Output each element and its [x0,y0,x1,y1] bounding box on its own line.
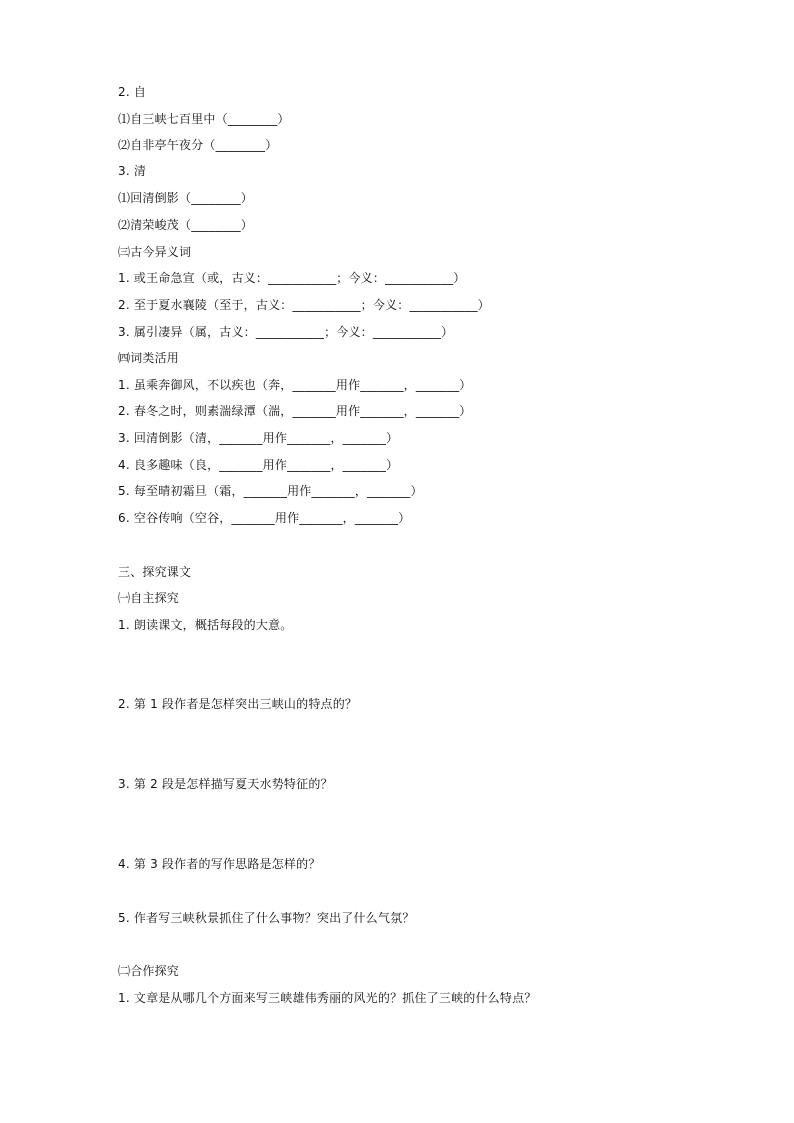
question-zizhu-3: 3. 第 2 段是怎样描写夏天水势特征的？ [118,777,333,791]
question-zizhu-1: 1. 朗读课文，概括每段的大意。 [118,618,293,632]
question-zi-1: ⑴自三峡七百里中（________） [118,112,290,126]
question-gujin-2: 2. 至于夏水襄陵（至于，古义：___________；今义：___________） [118,298,490,312]
question-zizhu-5: 5. 作者写三峡秋景抓住了什么事物？突出了什么气氛？ [118,911,415,925]
question-zizhu-4: 4. 第 3 段作者的写作思路是怎样的？ [118,857,321,871]
question-cilei-1: 1. 虽乘奔御风，不以疾也（奔，_______用作_______，_______） [118,378,472,392]
section-heading-gujin: ㈢古今异义词 [118,245,192,259]
question-qing-2: ⑵清荣峻茂（________） [118,218,254,232]
section-heading-zizhu: ㈠自主探究 [118,591,180,605]
heading-zi: 2. 自 [118,85,147,99]
question-cilei-2: 2. 春冬之时，则素湍绿潭（湍，_______用作_______，_______） [118,404,472,418]
question-cilei-3: 3. 回清倒影（清，_______用作_______，_______） [118,431,399,445]
heading-qing: 3. 清 [118,164,147,178]
question-qing-1: ⑴回清倒影（________） [118,191,254,205]
question-cilei-4: 4. 良多趣味（良，_______用作_______，_______） [118,458,399,472]
part-heading-tanjiu: 三、探究课文 [118,565,192,579]
question-zizhu-2: 2. 第 1 段作者是怎样突出三峡山的特点的？ [118,697,358,711]
section-heading-hezuo: ㈡合作探究 [118,964,180,978]
question-zi-2: ⑵自非亭午夜分（________） [118,138,278,152]
question-gujin-3: 3. 属引凄异（属，古义：___________；今义：___________） [118,325,454,339]
question-cilei-5: 5. 每至晴初霜旦（霜，_______用作_______，_______） [118,484,423,498]
question-cilei-6: 6. 空谷传响（空谷，_______用作_______，_______） [118,511,411,525]
section-heading-cilei: ㈣词类活用 [118,351,180,365]
question-hezuo-1: 1. 文章是从哪几个方面来写三峡雄伟秀丽的风光的？抓住了三峡的什么特点？ [118,991,537,1005]
question-gujin-1: 1. 或王命急宣（或，古义：___________；今义：___________） [118,271,466,285]
